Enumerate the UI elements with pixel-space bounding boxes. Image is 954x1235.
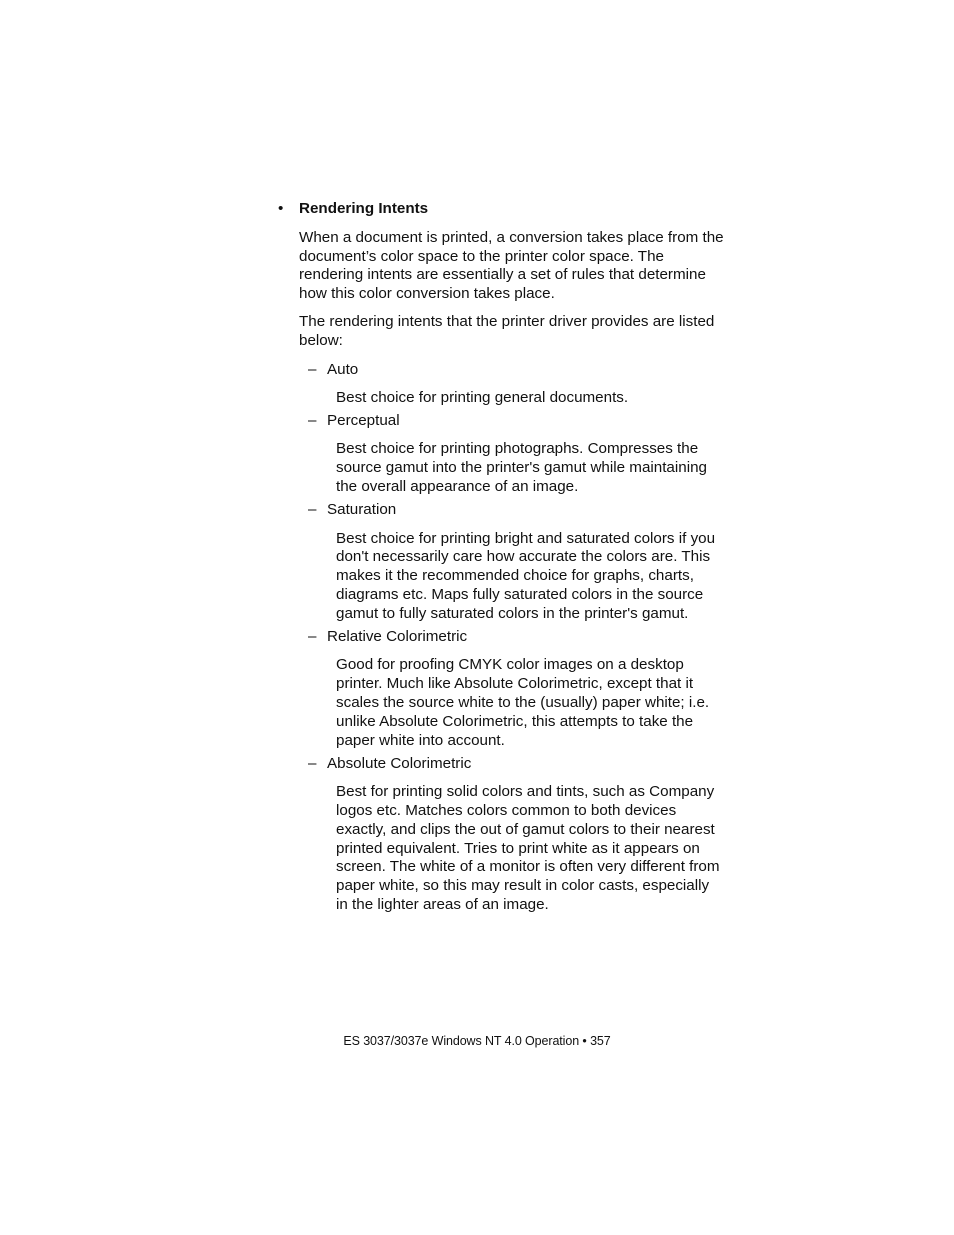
section-heading: Rendering Intents [299,200,429,217]
intent-relative-colorimetric [278,628,724,750]
intent-name: Perceptual [327,412,400,430]
dash-marker: – [308,628,317,646]
section-heading-row [278,200,724,219]
dash-marker: – [308,360,317,378]
intent-name-row [278,501,724,520]
intent-name: Relative Colorimetric [327,628,468,646]
page-footer: ES 3037/3037e Windows NT 4.0 Operation • 357 [343,1034,611,1048]
document-body [278,200,724,919]
intent-perceptual [278,412,724,497]
intent-name-row [278,628,724,647]
intent-name-row [278,412,724,431]
intent-name-row [278,755,724,774]
intent-description: Best choice for printing general documents. [336,388,629,406]
intent-absolute-colorimetric [278,755,724,915]
intent-description: Best choice for printing bright and saturated colors if you don't necessarily care how accurate the colors are. This makes it the recommended choice for graphs, charts, diagrams etc. Maps fully saturated colors in the source gamut to fully saturated colors in the printer's gamut. [336,529,716,622]
intro-paragraph: When a document is printed, a conversion takes place from the document’s color space to the printer color space. The rendering intents are essentially a set of rules that determine how this color conversion takes place. [299,228,724,303]
intent-name-row [278,361,724,380]
list-intro-paragraph: The rendering intents that the printer driver provides are listed below: [299,313,715,350]
dash-marker: – [308,754,317,772]
intent-auto [278,361,724,408]
intent-description: Good for proofing CMYK color images on a desktop printer. Much like Absolute Colorimetric, except that it scales the source white to the (usually) paper white; i.e. unlike Absolute Colorimetric, this attempts to take the paper white into account. [336,656,710,749]
intent-saturation [278,501,724,623]
intent-name: Auto [327,360,359,378]
dash-marker: – [308,412,317,430]
intent-description: Best for printing solid colors and tints, such as Company logos etc. Matches colors common to both devices exactly, and clips the out of gamut colors to their nearest printed equivalent. Tries to print white as it appears on screen. The white of a monitor is often very different from paper white, so this may result in color casts, especially in the lighter areas of an image. [336,783,720,913]
bullet-icon: • [278,200,284,217]
dash-marker: – [308,501,317,519]
intent-name: Saturation [327,501,397,519]
intent-name: Absolute Colorimetric [327,754,472,772]
intent-description: Best choice for printing photographs. Compresses the source gamut into the printer's gamut while maintaining the overall appearance of an image. [336,440,707,496]
